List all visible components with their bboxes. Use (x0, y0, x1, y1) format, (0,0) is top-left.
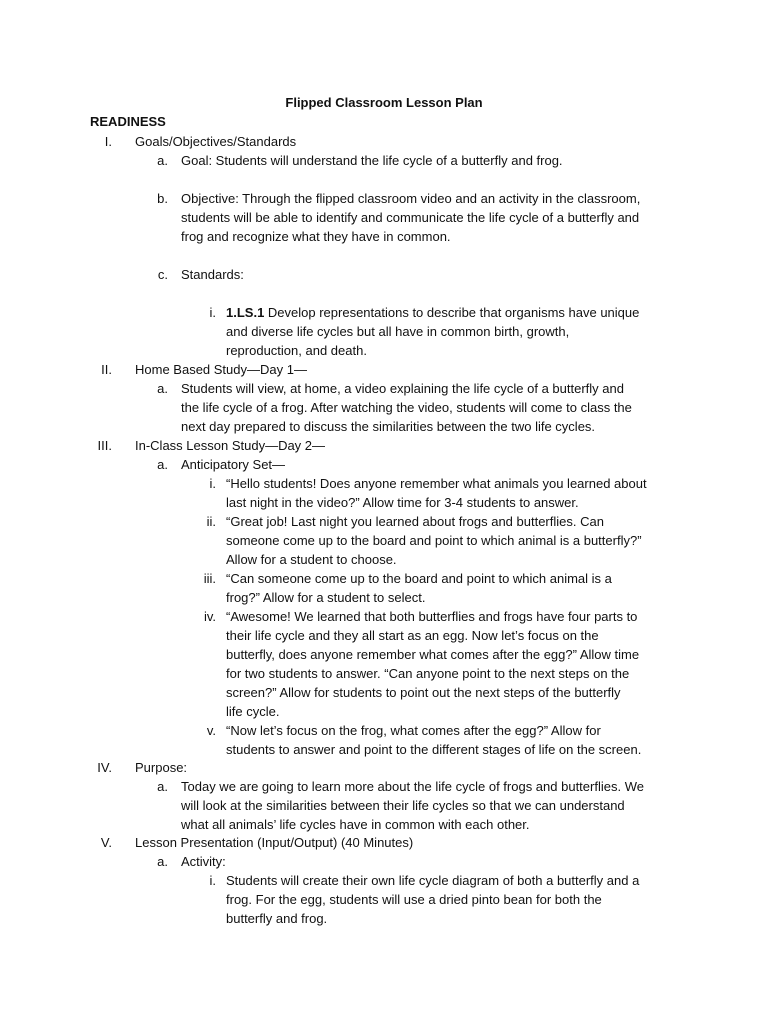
text-line: Activity: (181, 854, 226, 869)
text-line: screen?” Allow for students to point out the next steps of the butterfly (226, 685, 621, 700)
text-line: last night in the video?” Allow time for 3-4 students to answer. (226, 495, 579, 510)
list-marker: i. (209, 305, 216, 320)
section-heading: Purpose: (135, 760, 188, 775)
text-line: students will be able to identify and communicate the life cycle of a butterfly and (181, 210, 640, 225)
list-marker: a. (157, 779, 168, 794)
text-fragment: Develop representations to describe that organisms have unique (264, 305, 640, 320)
text-line (226, 303, 639, 322)
list-marker: a. (157, 153, 168, 168)
list-marker: ii. (206, 514, 216, 529)
section-heading: Lesson Presentation (Input/Output) (40 Minutes) (135, 835, 414, 850)
text-line: frog?” Allow for a student to select. (226, 590, 426, 605)
list-marker: a. (157, 854, 168, 869)
text-line: someone come up to the board and point to which animal is a butterfly?” (226, 533, 642, 548)
text-line: butterfly and frog. (226, 911, 328, 926)
text-line: “Great job! Last night you learned about frogs and butterflies. Can (226, 514, 604, 529)
text-line: “Now let’s focus on the frog, what comes after the egg?” Allow for (226, 723, 601, 738)
section-marker: I. (104, 134, 112, 149)
section-heading: In-Class Lesson Study—Day 2— (135, 438, 326, 453)
text-line: students to answer and point to the different stages of life on the screen. (226, 742, 642, 757)
list-marker: c. (157, 267, 168, 282)
section-marker: III. (97, 438, 112, 453)
list-marker: i. (209, 873, 216, 888)
text-line: “Awesome! We learned that both butterflies and frogs have four parts to (226, 609, 638, 624)
list-marker: iv. (203, 609, 216, 624)
text-line: Today we are going to learn more about the life cycle of frogs and butterflies. We (181, 779, 644, 794)
text-line: butterfly, does anyone remember what comes after the egg?” Allow time (226, 647, 640, 662)
text-line: Allow for a student to choose. (226, 552, 397, 567)
list-marker: iii. (203, 571, 216, 586)
standard-code: 1.LS.1 (226, 305, 265, 320)
text-line: “Can someone come up to the board and point to which animal is a (226, 571, 612, 586)
text-line: “Hello students! Does anyone remember what animals you learned about (226, 476, 647, 491)
section-marker: V. (100, 835, 112, 850)
text-line: reproduction, and death. (226, 343, 367, 358)
section-heading: Goals/Objectives/Standards (135, 134, 297, 149)
text-line: Goal: Students will understand the life cycle of a butterfly and frog. (181, 153, 563, 168)
list-marker: a. (157, 457, 168, 472)
text-line: frog. For the egg, students will use a dried pinto bean for both the (226, 892, 602, 907)
text-line: Standards: (181, 267, 244, 282)
text-line: the life cycle of a frog. After watching the video, students will come to class the (181, 400, 632, 415)
text-line: their life cycle and they all start as an egg. Now let’s focus on the (226, 628, 599, 643)
text-line: for two students to answer. “Can anyone point to the next steps on the (226, 666, 630, 681)
text-line: frog and recognize what they have in common. (181, 229, 451, 244)
list-marker: i. (209, 476, 216, 491)
section-marker: IV. (97, 760, 112, 775)
text-line: will look at the similarities between their life cycles so that we can understand (181, 798, 625, 813)
text-line: and diverse life cycles but all have in common birth, growth, (226, 324, 570, 339)
text-line: next day prepared to discuss the similarities between the two life cycles. (181, 419, 596, 434)
text-line: what all animals’ life cycles have in common with each other. (181, 817, 530, 832)
section-heading: Home Based Study—Day 1— (135, 362, 307, 377)
text-line: Anticipatory Set— (181, 457, 286, 472)
text-line: Students will view, at home, a video explaining the life cycle of a butterfly and (181, 381, 624, 396)
text-line: Objective: Through the flipped classroom video and an activity in the classroom, (181, 191, 641, 206)
text-line: life cycle. (226, 704, 280, 719)
list-marker: a. (157, 381, 168, 396)
document-title: Flipped Classroom Lesson Plan (285, 95, 483, 110)
section-marker: II. (101, 362, 112, 377)
readiness-heading: READINESS (90, 114, 166, 129)
text-line: Students will create their own life cycle diagram of both a butterfly and a (226, 873, 640, 888)
list-marker: v. (206, 723, 216, 738)
list-marker: b. (157, 191, 168, 206)
